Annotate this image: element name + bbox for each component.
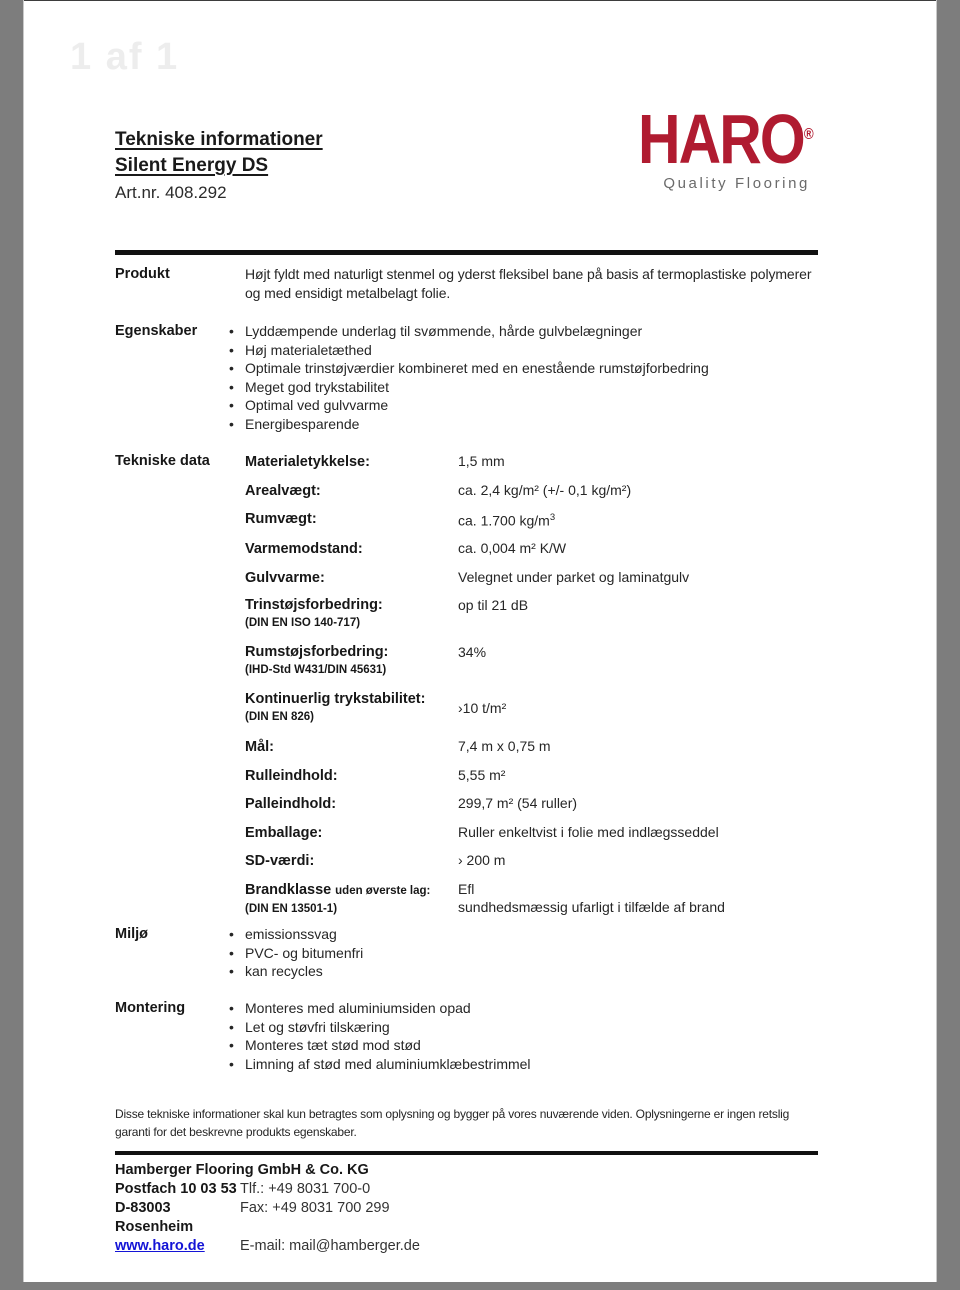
haro-logo-text: HARO®	[638, 101, 814, 179]
table-row	[245, 823, 855, 842]
spec-label: Varmemodstand:	[245, 541, 363, 558]
spec-value: ca. 0,004 m² K/W	[458, 540, 567, 557]
list-item: • Energibesparende	[245, 415, 855, 434]
table-row	[245, 766, 855, 785]
spec-label-suffix: uden øverste lag:	[335, 884, 431, 897]
spec-label: Kontinuerlig trykstabilitet:	[245, 691, 426, 708]
spec-value: Efl sundhedsmæssig ufarligt i tilfælde af brand	[458, 880, 725, 915]
spec-value: 1,5 mm	[458, 453, 505, 469]
table-row	[245, 737, 855, 756]
website-link[interactable]: www.haro.de	[115, 1238, 205, 1254]
spec-label: Gulvvarme:	[245, 569, 325, 586]
page-indicator: 1 af 1	[70, 36, 180, 78]
company-name: Hamberger Flooring GmbH & Co. KG	[115, 1162, 369, 1178]
table-row	[245, 452, 855, 471]
spec-value: Ruller enkeltvist i folie med indlægsseddel	[458, 823, 719, 840]
spec-label: Brandklasse	[245, 881, 332, 898]
list-item: • Lyddæmpende underlag til svømmende, hårde gulvbelægninger	[245, 322, 855, 341]
brand-logo	[638, 101, 814, 192]
spec-label: Mål:	[245, 739, 274, 756]
spec-label: Trinstøjsforbedring:	[245, 597, 383, 614]
spec-value: op til 21 dB	[458, 597, 529, 614]
list-item: • kan recycles	[245, 962, 855, 981]
table-row	[245, 794, 855, 813]
section-label-montering: Montering	[115, 1000, 186, 1016]
spec-value: 5,55 m²	[458, 766, 506, 783]
fax-number: Fax: +49 8031 700 299	[240, 1200, 390, 1216]
document-title: Tekniske informationer	[115, 129, 323, 150]
divider-bottom	[115, 1151, 818, 1155]
table-row	[245, 568, 855, 587]
table-row	[245, 539, 855, 558]
spec-value: 34%	[458, 644, 487, 661]
viewer-top-border	[0, 0, 936, 1]
egenskaber-list	[245, 322, 855, 433]
list-item: • Optimal ved gulvvarme	[245, 396, 855, 415]
section-miljo	[115, 925, 855, 981]
spec-value: 7,4 m x 0,75 m	[458, 738, 551, 755]
section-label-tekniske-data: Tekniske data	[115, 453, 210, 469]
table-row	[245, 851, 855, 870]
section-label-produkt: Produkt	[115, 266, 170, 282]
list-item: • Monteres med aluminiumsiden opad	[245, 999, 855, 1018]
spec-label: SD-værdi:	[245, 853, 315, 870]
list-item: • Limning af stød med aluminiumklæbestrimmel	[245, 1055, 855, 1074]
viewer-margin-bottom	[0, 1282, 960, 1290]
postal-box: Postfach 10 03 53	[115, 1181, 237, 1197]
phone-number: Tlf.: +49 8031 700-0	[240, 1181, 371, 1197]
section-egenskaber	[115, 322, 855, 433]
footer-row	[115, 1199, 420, 1237]
city-line: D-83003 Rosenheim	[115, 1200, 194, 1235]
table-row	[245, 643, 855, 678]
section-tekniske-data	[115, 452, 855, 929]
spec-label: Rulleindhold:	[245, 767, 338, 784]
product-name: Silent Energy DS	[115, 155, 269, 176]
spec-label: Rumvægt:	[245, 511, 317, 527]
footer-row	[115, 1237, 420, 1256]
disclaimer-text: Disse tekniske informationer skal kun betragtes som oplysning og bygger på vores nuværende viden. Oplysningerne er ingen retslig garanti for det beskrevne produkts egenskaber.	[115, 1107, 790, 1139]
section-produkt	[115, 265, 855, 302]
divider-top	[115, 250, 818, 255]
section-montering	[115, 999, 855, 1073]
footer	[115, 1161, 420, 1256]
table-row	[245, 509, 855, 530]
spec-label: Arealvægt:	[245, 482, 321, 499]
table-row	[245, 880, 855, 918]
spec-standard: (DIN EN ISO 140-717)	[245, 617, 361, 630]
footer-row	[115, 1180, 420, 1199]
spec-value: › 200 m	[458, 852, 506, 869]
email-address: E-mail: mail@hamberger.de	[240, 1238, 420, 1254]
viewer-margin-left	[0, 0, 24, 1290]
list-item: • Optimale trinstøjværdier kombineret med en enestående rumstøjforbedring	[245, 359, 855, 378]
spec-standard: (DIN EN 13501-1)	[245, 903, 338, 916]
spec-value: 299,7 m² (54 ruller)	[458, 795, 578, 812]
list-item: • emissionssvag	[245, 925, 855, 944]
spec-label: Rumstøjsforbedring:	[245, 644, 389, 661]
spec-label: Materialetykkelse:	[245, 454, 370, 470]
document-header	[115, 127, 323, 205]
montering-list	[245, 999, 855, 1073]
spec-label: Palleindhold:	[245, 796, 337, 813]
spec-standard: (IHD-Std W431/DIN 45631)	[245, 664, 387, 677]
spec-label: Emballage:	[245, 824, 323, 841]
spec-value: ›10 t/m²	[458, 700, 507, 717]
spec-value: ca. 2,4 kg/m² (+/- 0,1 kg/m²)	[458, 481, 632, 498]
list-item: • PVC- og bitumenfri	[245, 944, 855, 963]
article-number: Art.nr. 408.292	[115, 183, 227, 202]
list-item: • Let og støvfri tilskæring	[245, 1018, 855, 1037]
produkt-description: Højt fyldt med naturligt stenmel og yderst fleksibel bane på basis af termoplastiske polymerer og med ensidigt metalbelagt folie.	[245, 266, 812, 301]
list-item: • Meget god trykstabilitet	[245, 378, 855, 397]
brand-tagline: Quality Flooring	[663, 174, 810, 192]
section-label-egenskaber: Egenskaber	[115, 323, 198, 339]
registered-mark-icon: ®	[803, 124, 814, 143]
list-item: • Høj materialetæthed	[245, 341, 855, 360]
viewer-margin-right	[936, 0, 960, 1290]
spec-standard: (DIN EN 826)	[245, 711, 315, 724]
table-row	[245, 481, 855, 500]
list-item: • Monteres tæt stød mod stød	[245, 1036, 855, 1055]
spec-value: ca. 1.700 $kg/m^3$	[458, 512, 556, 529]
table-row	[245, 690, 855, 725]
miljo-list	[245, 925, 855, 981]
spec-value: Velegnet under parket og laminatgulv	[458, 568, 690, 585]
table-row	[245, 596, 855, 631]
section-label-miljo: Miljø	[115, 926, 149, 942]
